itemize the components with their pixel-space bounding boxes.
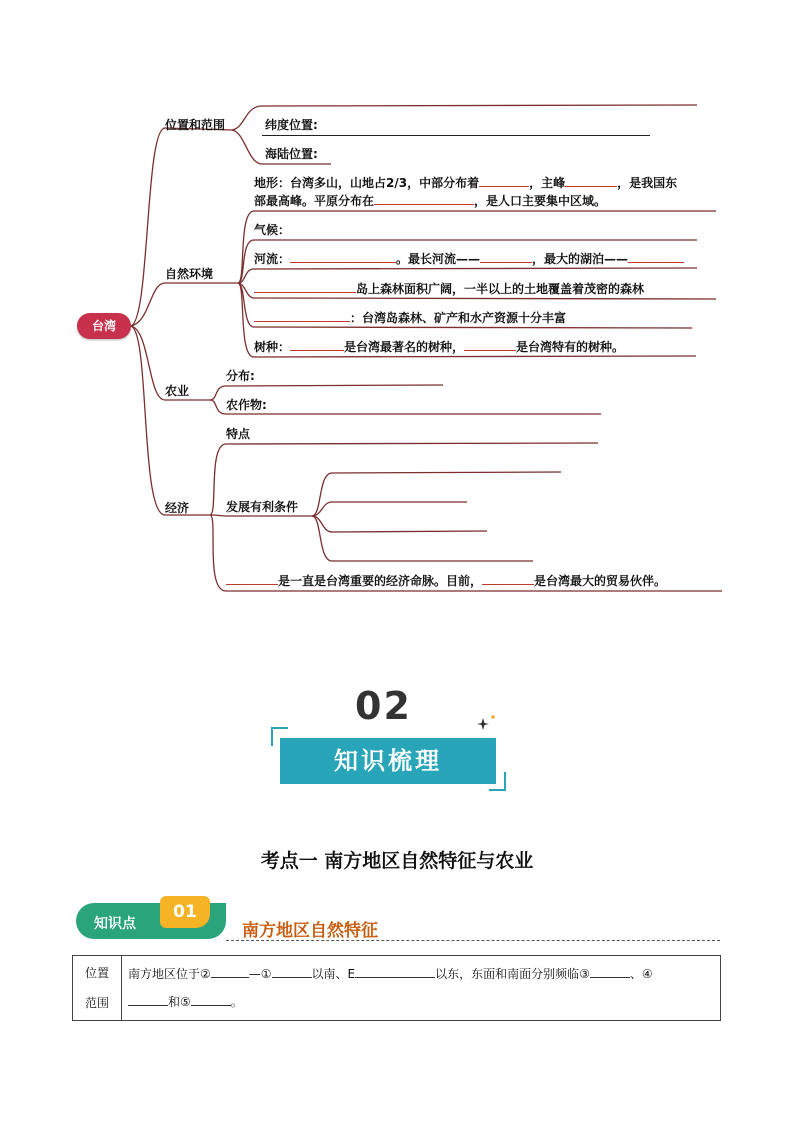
latitude-label: 纬度位置: <box>265 118 318 132</box>
knowledge-point-label: 知识点 <box>94 916 136 932</box>
resources-line: ：台湾岛森林、矿产和水产资源十分丰富 <box>254 309 566 326</box>
branch-agri-label: 农业 <box>165 384 190 398</box>
features-label: 特点 <box>226 427 251 441</box>
connector-economy <box>131 326 210 515</box>
mindmap-root-taiwan: 台湾 <box>77 313 131 339</box>
tree-line: 树种： 是台湾最著名的树种， 是台湾特有的树种。 <box>254 340 625 354</box>
divider <box>226 940 720 941</box>
section-banner: 知识梳理 <box>280 738 496 784</box>
branch-economy-label: 经济 <box>165 501 190 515</box>
branch-nature-label: 自然环境 <box>165 267 214 281</box>
topic-title: 考点一 南方地区自然特征与农业 <box>260 850 534 872</box>
forest-line: 岛上森林面积广阔，一半以上的土地覆盖着茂密的森林 <box>254 280 644 297</box>
trade-line: 是一直是台湾重要的经济命脉。目前， 是台湾最大的贸易伙伴。 <box>226 572 666 589</box>
section-number: 02 <box>355 684 412 728</box>
sea-land-label: 海陆位置: <box>265 147 318 161</box>
distribution-label: 分布: <box>226 369 255 383</box>
conditions-label: 发展有利条件 <box>226 500 299 514</box>
info-table <box>72 955 721 1021</box>
sparkle-icon <box>474 712 498 736</box>
terrain-line-1: 地形：台湾多山，山地占2/3，中部分布着 ，主峰 ，是我国东 <box>254 176 678 190</box>
river-line: 河流： 。最长河流—— ，最大的湖泊—— <box>254 250 684 267</box>
crops-label: 农作物: <box>226 398 267 412</box>
connector-nature <box>131 283 238 326</box>
table-header-cell: 位置 范围 <box>73 956 122 1021</box>
connector-location <box>131 128 232 326</box>
climate-label: 气候： <box>254 223 291 237</box>
table-content-cell: 南方地区位于② —① 以南、E 以东，东面和南面分别频临③ 、④ 和⑤ 。 <box>122 956 721 1021</box>
branch-location-label: 位置和范围 <box>165 118 226 132</box>
knowledge-point-number: 01 <box>160 896 210 928</box>
knowledge-point-title: 南方地区自然特征 <box>242 921 378 941</box>
terrain-line-2: 部最高峰。平原分布在 ，是人口主要集中区域。 <box>254 194 607 208</box>
